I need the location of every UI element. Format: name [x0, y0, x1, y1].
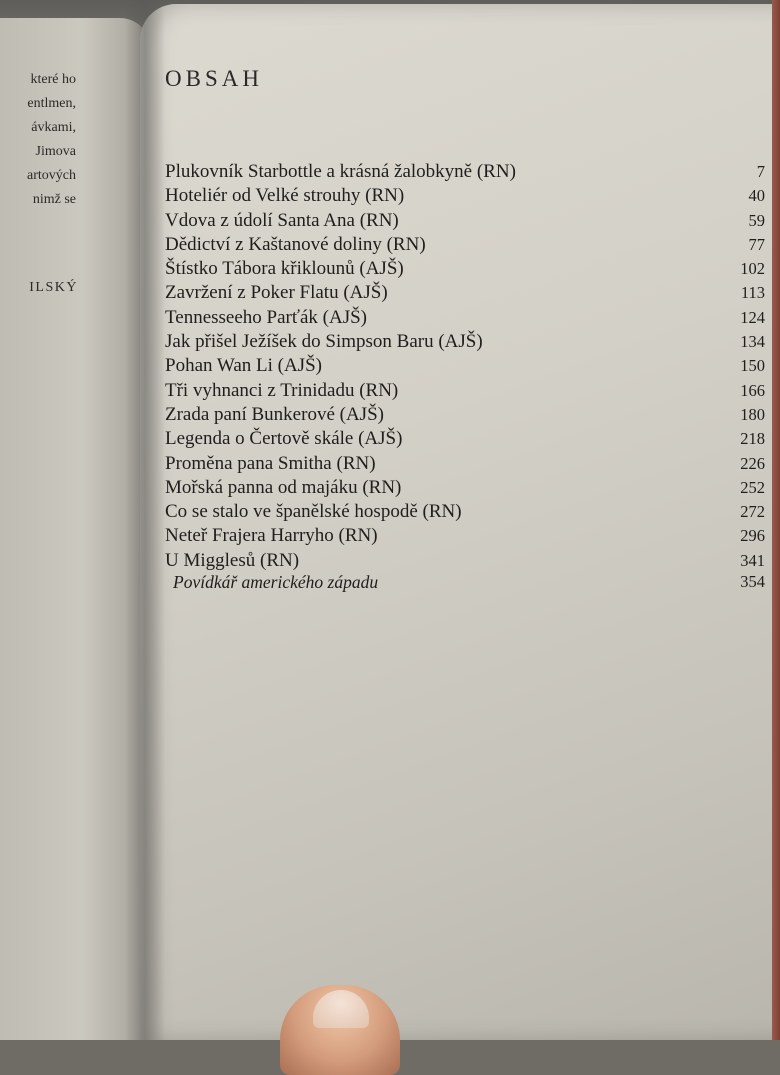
- toc-entry-page: 7: [756, 162, 765, 181]
- left-line: které ho: [30, 72, 76, 87]
- toc-entry-title: Legenda o Čertově skále (AJŠ): [165, 428, 403, 450]
- toc-entry-page: 134: [740, 332, 765, 352]
- toc-entry: [165, 233, 765, 257]
- toc-entry-title: Neteř Frajera Harryho (RN): [165, 525, 378, 547]
- toc-entry: [165, 281, 765, 305]
- toc-entry-afterword: [165, 573, 765, 593]
- book-cover-edge: [772, 0, 780, 1040]
- toc-entry-page: 102: [740, 259, 765, 279]
- toc-entry-title: Tři vyhnanci z Trinidadu (RN): [165, 379, 399, 401]
- toc-entry-page: 77: [748, 234, 765, 254]
- toc-entry-page: 180: [740, 404, 765, 424]
- toc-entry: [165, 379, 765, 403]
- toc-entry: [165, 403, 765, 427]
- toc-entry: [165, 452, 765, 476]
- toc-entry-title: Zrada paní Bunkerové (AJŠ): [165, 403, 384, 425]
- toc-entry-title: Vdova z údolí Santa Ana (RN): [165, 209, 399, 231]
- toc-entry: [165, 354, 765, 378]
- toc-entry: [165, 524, 765, 548]
- toc-entry: [165, 500, 765, 524]
- left-line: ávkami,: [31, 120, 76, 135]
- toc-entry-page: 226: [740, 453, 765, 473]
- toc-entry: [165, 427, 765, 451]
- toc-entry-title: Povídkář amerického západu: [173, 572, 379, 593]
- toc-entry: [165, 209, 765, 233]
- toc-entry-page: 166: [740, 380, 765, 400]
- toc-entry-title: Mořská panna od majáku (RN): [165, 476, 402, 498]
- toc-entry-page: 272: [740, 502, 765, 522]
- toc-entry-title: Proměna pana Smitha (RN): [165, 452, 376, 474]
- left-line: entlmen,: [27, 96, 76, 111]
- toc-entry-page: 252: [740, 477, 765, 497]
- toc-entry-page: 40: [748, 186, 765, 206]
- toc-entry-title: Jak přišel Ježíšek do Simpson Baru (AJŠ): [165, 331, 483, 353]
- toc-entry-page: 296: [740, 526, 765, 546]
- toc-entry: [165, 549, 765, 573]
- toc-entry-title: Štístko Tábora křiklounů (AJŠ): [165, 258, 404, 280]
- toc-entry-title: Plukovník Starbottle a krásná žalobkyně (RN): [165, 161, 516, 182]
- left-page-heading: ILSKÝ: [29, 280, 78, 295]
- left-line: nimž se: [32, 192, 76, 207]
- toc-entry-page: 59: [748, 210, 765, 230]
- toc-entry: [165, 257, 765, 281]
- toc-entry-page: 124: [740, 307, 765, 327]
- toc-entry-title: Tennesseeho Parťák (AJŠ): [165, 306, 368, 328]
- toc-entry: [165, 306, 765, 330]
- toc-entry-title: Pohan Wan Li (AJŠ): [165, 355, 322, 377]
- toc-entry-title: U Migglesů (RN): [165, 549, 300, 571]
- page-title: OBSAH: [165, 66, 263, 91]
- toc-entry: [165, 160, 765, 184]
- toc-entry: [165, 476, 765, 500]
- toc-entry-title: Hoteliér od Velké strouhy (RN): [165, 185, 405, 207]
- toc-entry-page: 150: [740, 356, 765, 376]
- left-line: artových: [27, 168, 76, 183]
- toc-entry-title: Zavržení z Poker Flatu (AJŠ): [165, 282, 388, 304]
- toc-entry-page: 113: [740, 283, 765, 303]
- toc-entry: [165, 330, 765, 354]
- left-line: Jimova: [35, 144, 76, 159]
- toc-entry-page: 341: [740, 550, 765, 570]
- toc-entry-page: 354: [740, 572, 765, 592]
- toc-entry-page: 218: [740, 429, 765, 449]
- left-page-text: [0, 68, 76, 212]
- book-gutter: [125, 0, 165, 1040]
- table-of-contents: [165, 160, 765, 593]
- toc-entry-title: Dědictví z Kaštanové doliny (RN): [165, 233, 426, 255]
- toc-entry-title: Co se stalo ve španělské hospodě (RN): [165, 501, 462, 523]
- toc-entry: [165, 184, 765, 208]
